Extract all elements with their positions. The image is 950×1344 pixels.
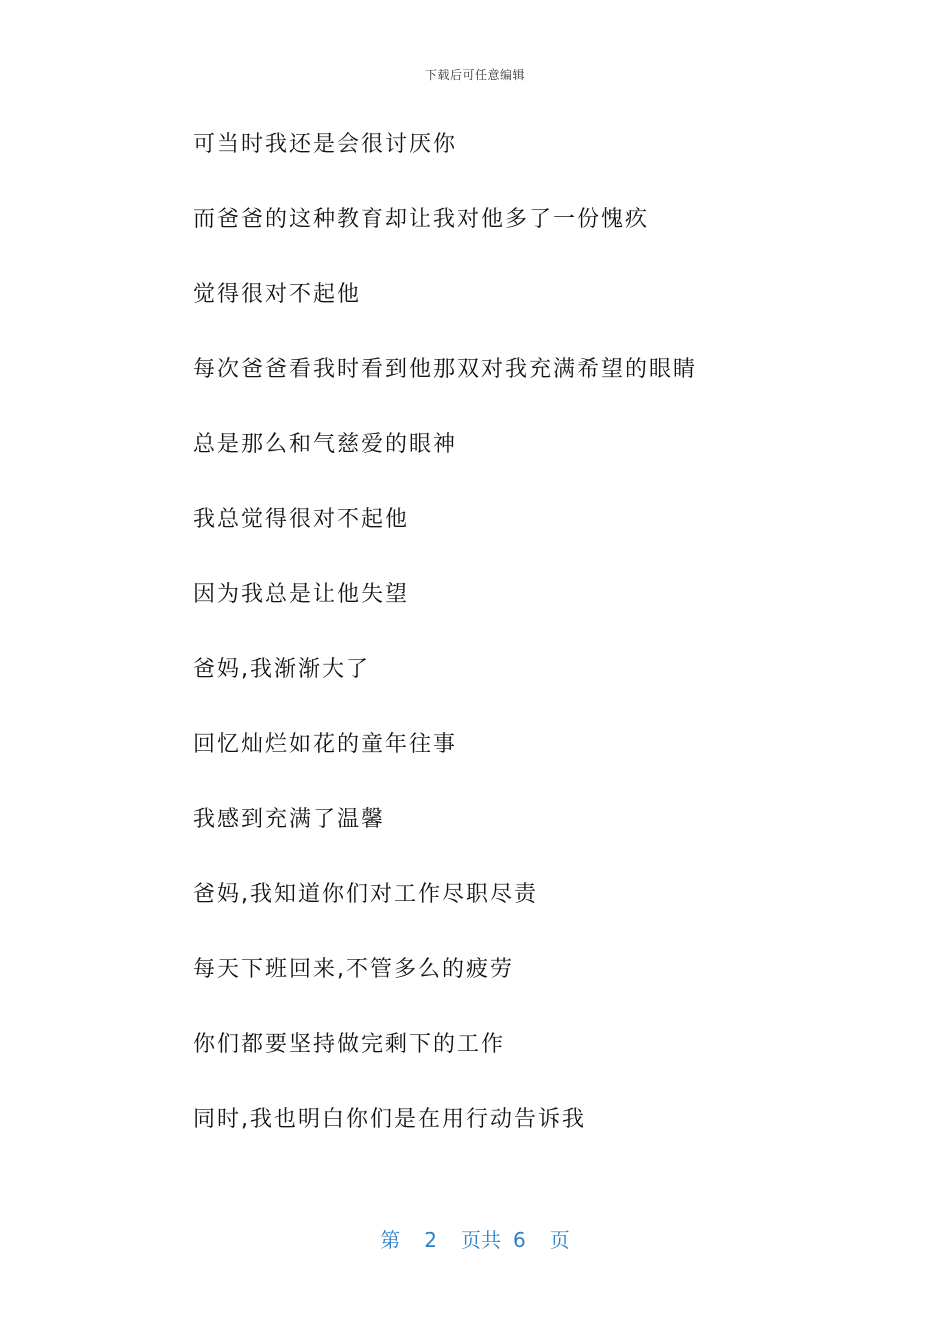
document-body xyxy=(193,128,793,1178)
text-line: 我感到充满了温馨 xyxy=(193,807,386,832)
footer-prefix: 第 xyxy=(380,1228,401,1252)
text-line: 总是那么和气慈爱的眼神 xyxy=(193,432,458,457)
text-line: 我总觉得很对不起他 xyxy=(193,507,410,532)
text-line: 每天下班回来,不管多么的疲劳 xyxy=(193,957,514,982)
total-pages-number: 6 xyxy=(513,1228,526,1252)
text-line: 回忆灿烂如花的童年往事 xyxy=(193,732,458,757)
text-line: 爸妈,我渐渐大了 xyxy=(193,657,370,682)
text-line: 每次爸爸看我时看到他那双对我充满希望的眼睛 xyxy=(193,357,698,382)
text-line: 可当时我还是会很讨厌你 xyxy=(193,132,458,157)
current-page-number: 2 xyxy=(424,1228,437,1252)
page-number-footer xyxy=(0,1224,950,1253)
footer-suffix: 页 xyxy=(549,1228,570,1252)
footer-middle: 页共 xyxy=(461,1228,501,1252)
header-note: 下载后可任意编辑 xyxy=(424,68,525,82)
text-line: 你们都要坚持做完剩下的工作 xyxy=(193,1032,506,1057)
text-line: 而爸爸的这种教育却让我对他多了一份愧疚 xyxy=(193,207,650,232)
text-line: 因为我总是让他失望 xyxy=(193,582,410,607)
text-line: 爸妈,我知道你们对工作尽职尽责 xyxy=(193,882,538,907)
text-line: 觉得很对不起他 xyxy=(193,282,362,307)
text-line: 同时,我也明白你们是在用行动告诉我 xyxy=(193,1107,586,1132)
